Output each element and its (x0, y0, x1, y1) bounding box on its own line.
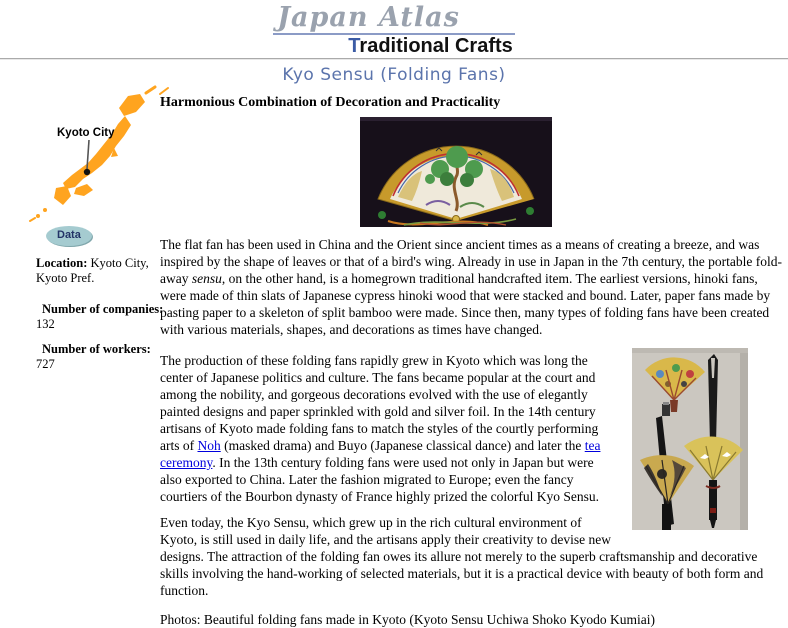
map-city-label: Kyoto City (57, 127, 115, 139)
logo-traditional-crafts (273, 35, 515, 57)
logo-japan-atlas: Japan Atlas (273, 4, 515, 35)
japan-map-icon (26, 84, 172, 222)
location-label: Location: (36, 256, 88, 270)
paragraph-3: Even today, the Kyo Sensu, which grew up in the rich cultural environment of Kyoto, is still used in daily life, and the artisans apply their creativity to devise new designs. The attraction of the folding fan owes its allure not merely to the superb craftsmanship and decorative skills involving the hand-working of selected materials, but it is a practical device with beauty of both form and function. (160, 515, 764, 598)
companies-value: 132 (36, 317, 55, 331)
para1-italic-term: sensu (191, 271, 222, 286)
logo-initial: T (348, 35, 360, 57)
japan-map (26, 84, 172, 222)
para2-text: The production of these folding fans rapidly grew in Kyoto which was long the center of Japanese politics and culture. The fans became popular at the court and among the nobility, and gorgeous decorations evolved with the use of elegantly painted designs and paper sprinkled with gold and silver foil. In the 14th century artisans of Kyoto made folding fans to match the styles of the courtly performing arts of (160, 353, 599, 453)
main-content (160, 92, 784, 628)
para1-text-cont: , on the other hand, is a homegrown traditional handcrafted item. The earliest versions, hinoki fans, were made of thin slats of Japanese cypress hinoki wood that were stacked and bound. Later, paper fans made by pasting paper to a skeleton of split bamboo were made. Since then, many types of folding fans have been created with various materials, shapes, and decorations as times have changed. (160, 271, 771, 337)
site-logo (273, 4, 515, 57)
photos-caption: Photos: Beautiful folding fans made in Kyoto (Kyoto Sensu Uchiwa Shoko Kyodo Kumiai) (160, 612, 655, 627)
logo-rest: raditional Crafts (359, 35, 513, 57)
companies-label: Number of companies: (42, 302, 164, 316)
workers-row (36, 342, 164, 372)
location-row (36, 256, 164, 286)
noh-link[interactable]: Noh (197, 438, 221, 453)
fans-photo (632, 348, 748, 530)
workers-value: 727 (36, 357, 55, 371)
data-panel (36, 226, 164, 372)
page-title: Kyo Sensu (Folding Fans) (282, 65, 506, 85)
article-body (160, 352, 784, 628)
para1-text: The flat fan has been used in China and the Orient since ancient times as a means of creating a breeze, and was inspired by the shape of leaves or that of a bird's wing. Already in use in Japan in the 7th century, the portable fold-away (160, 237, 783, 286)
header-divider (0, 58, 788, 60)
workers-label: Number of workers: (42, 342, 151, 356)
para2-text-end: . In the 13th century folding fans were used not only in Japan but were also exported to China. Later the fashion migrated to Europe; even the fancy courtiers of the Bourbon dynasty of France highly prized the colorful Kyo Sensu. (160, 455, 600, 504)
para2-text-mid: (masked drama) and Buyo (Japanese classical dance) and later the (220, 438, 585, 453)
data-badge: Data (46, 226, 92, 246)
fan-photo (360, 117, 552, 227)
paragraph-1 (160, 236, 784, 338)
article-subheading: Harmonious Combination of Decoration and Practicality (160, 95, 501, 110)
tea-ceremony-link[interactable]: tea ceremony (160, 438, 601, 470)
companies-row (36, 302, 164, 332)
site-header (0, 4, 788, 57)
location-value: Kyoto City, Kyoto Pref. (36, 256, 149, 285)
